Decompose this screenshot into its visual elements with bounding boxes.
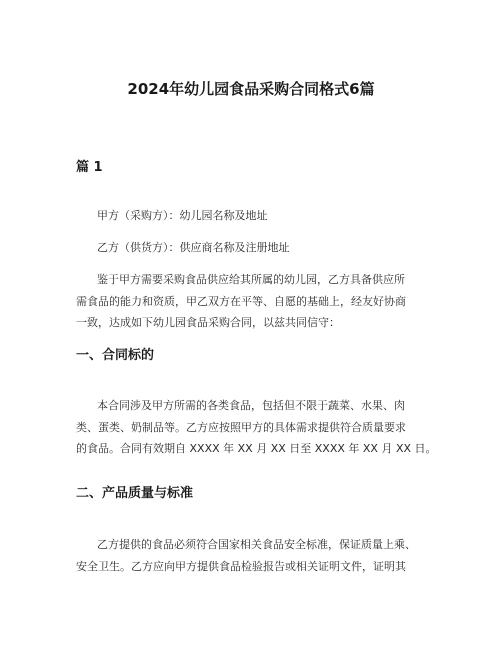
preamble-line: 需食品的能力和资质，甲乙双方在平等、自愿的基础上，经友好协商 <box>76 294 406 308</box>
preamble-paragraph <box>76 269 428 334</box>
preamble-line: 一致，达成如下幼儿园食品采购合同，以兹共同信守： <box>76 316 340 329</box>
section-subject-line: 类、蛋类、奶制品等。乙方应按照甲方的具体需求提供符合质量要求 <box>76 420 406 434</box>
section-subject-line: 本合同涉及甲方所需的各类食品，包括但不限于蔬菜、水果、肉 <box>97 399 405 412</box>
section-quality-line: 安全卫生。乙方应向甲方提供食品检验报告或相关证明文件，证明其 <box>76 559 406 573</box>
party-a-text: 甲方（采购方）：幼儿园名称及地址 <box>97 209 268 222</box>
party-a-line <box>76 205 428 227</box>
part-heading: 篇 1 <box>76 160 103 175</box>
section-heading-quality: 二、产品质量与标准 <box>76 486 194 501</box>
section-subject-line: 的食品。合同有效期自 XXXX 年 XX 月 XX 日至 XXXX 年 XX 月 XX 日。 <box>76 442 437 455</box>
party-b-line <box>76 237 428 259</box>
preamble-line: 鉴于甲方需要采购食品供应给其所属的幼儿园，乙方具备供应所 <box>97 273 405 286</box>
section-quality-paragraph <box>76 534 428 577</box>
document-title: 2024年幼儿园食品采购合同格式6篇 <box>127 80 375 98</box>
section-subject-paragraph <box>76 395 437 460</box>
party-b-text: 乙方（供货方）：供应商名称及注册地址 <box>97 241 290 254</box>
section-quality-line: 乙方提供的食品必须符合国家相关食品安全标准，保证质量上乘、 <box>97 538 416 551</box>
section-heading-subject: 一、合同标的 <box>76 348 155 363</box>
